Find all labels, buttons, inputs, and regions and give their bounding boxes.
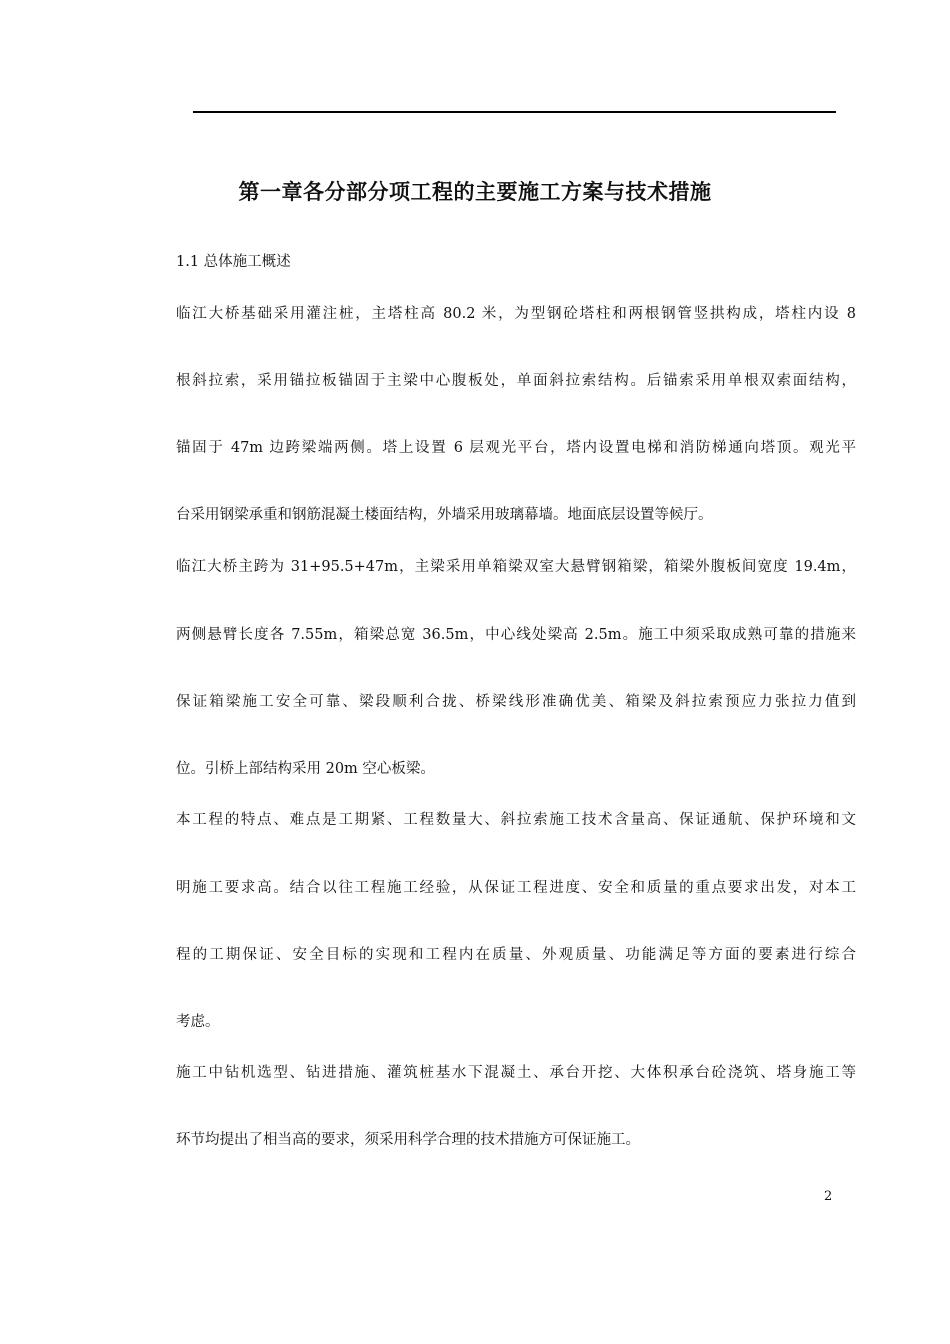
- paragraph-line: 锚固于 47m 边跨梁端两侧。塔上设置 6 层观光平台，塔内设置电梯和消防梯通向塔顶。观光平: [176, 440, 856, 456]
- paragraph-line: 临江大桥基础采用灌注桩，主塔柱高 80.2 米，为型钢砼塔柱和两根钢管竖拱构成，塔柱内设 8: [176, 306, 856, 322]
- paragraph-line: 临江大桥主跨为 31+95.5+47m，主梁采用单箱梁双室大悬臂钢箱梁，箱梁外腹板间宽度 19.4m，: [176, 559, 856, 575]
- chapter-title: 第一章各分部分项工程的主要施工方案与技术措施: [238, 180, 712, 204]
- header-rule: [193, 111, 836, 113]
- paragraph-line: 根斜拉索，采用锚拉板锚固于主梁中心腹板处，单面斜拉索结构。后锚索采用单根双索面结构，: [176, 373, 856, 389]
- paragraph-line: 明施工要求高。结合以往工程施工经验，从保证工程进度、安全和质量的重点要求出发，对本工: [176, 880, 856, 896]
- paragraph-line: 保证箱梁施工安全可靠、梁段顺利合拢、桥梁线形准确优美、箱梁及斜拉索预应力张拉力值到: [176, 694, 856, 710]
- section-heading: 1.1 总体施工概述: [176, 254, 291, 270]
- paragraph-line: 程的工期保证、安全目标的实现和工程内在质量、外观质量、功能满足等方面的要素进行综合: [176, 947, 856, 963]
- paragraph-line: 环节均提出了相当高的要求，须采用科学合理的技术措施方可保证施工。: [176, 1132, 640, 1148]
- paragraph-line: 台采用钢梁承重和钢筋混凝土楼面结构，外墙采用玻璃幕墙。地面底层设置等候厅。: [176, 507, 713, 523]
- paragraph-line: 两侧悬臂长度各 7.55m，箱梁总宽 36.5m，中心线处梁高 2.5m。施工中须采取成熟可靠的措施来: [176, 627, 856, 643]
- paragraph-line: 位。引桥上部结构采用 20m 空心板梁。: [176, 761, 435, 777]
- paragraph-line: 本工程的特点、难点是工期紧、工程数量大、斜拉索施工技术含量高、保证通航、保护环境和文: [176, 812, 856, 828]
- page-number: 2: [824, 1189, 833, 1204]
- paragraph-line: 考虑。: [176, 1014, 220, 1030]
- paragraph-line: 施工中钻机选型、钻进措施、灌筑桩基水下混凝土、承台开挖、大体积承台砼浇筑、塔身施工等: [176, 1065, 856, 1081]
